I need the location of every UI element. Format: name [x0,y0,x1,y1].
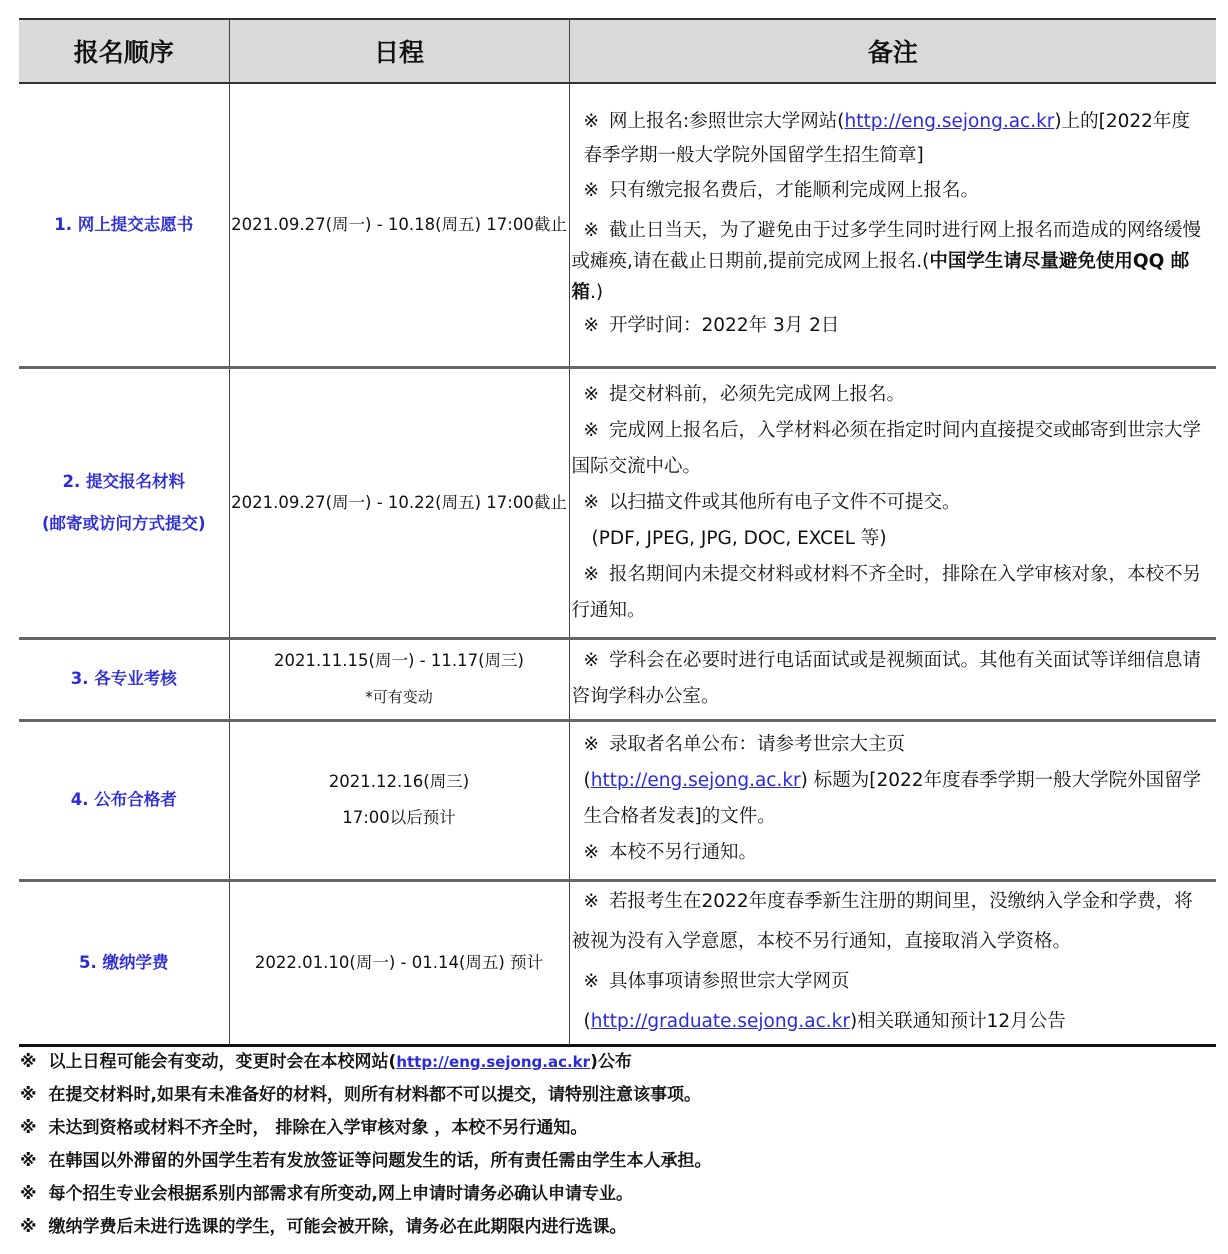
date-note: 17:00以后预计 [342,808,456,827]
note-text: 本校不另行通知。 [609,842,758,863]
note-item [572,105,1209,173]
notes-cell [569,720,1216,880]
table-row [19,880,1216,1045]
notes-cell [569,83,1216,367]
note-item [572,377,1209,413]
notes-cell [569,367,1216,638]
note-text: 提交材料前，必须先完成网上报名。 [609,383,906,405]
table-row [19,638,1216,720]
step-label: 5. 缴纳学费 [79,952,169,972]
note-text: 开学时间：2022年 3月 2日 [609,315,840,337]
step-label: 4. 公布合格者 [70,790,177,809]
note-text: 录取者名单公布：请参考世宗大主页 [609,734,906,755]
file-types-text: (PDF, JPEG, JPG, DOC, EXCEL 等) [591,527,887,549]
footer-note [20,1046,1210,1079]
sejong-website-link[interactable]: http://eng.sejong.ac.kr [590,770,801,791]
note-text: )相关联通知预计12月公告 [849,1010,1066,1032]
footer-note [20,1112,1210,1145]
footer-text: 在韩国以外滞留的外国学生若有发放签证等问题发生的话，所有责任需由学生本人承担。 [48,1151,712,1171]
step-cell [19,83,229,367]
reference-mark-icon: ※ [20,1184,37,1204]
note-text: 报名期间内未提交材料或材料不齐全时，排除在入学审核对象，本校不另行通知。 [571,563,1202,621]
reference-mark-icon: ※ [583,419,600,441]
date-note: *可有变动 [365,688,433,706]
note-item [572,173,1209,209]
note-text: ) 标题为[2022年度春季学期一般大学院外国留学生合格者发表]的文件。 [583,770,1202,827]
date-range: 2021.09.27(周一) - 10.22(周五) 17:00截止 [231,492,567,512]
date-cell [229,720,569,880]
note-text: 完成网上报名后，入学材料必须在指定时间内直接提交或邮寄到世宗大学国际交流中心。 [571,419,1202,477]
date-cell [229,638,569,720]
note-item [572,763,1209,835]
step-cell [19,720,229,880]
footer-note [20,1145,1210,1178]
note-text: 若报考生在2022年度春季新生注册的期间里，没缴纳入学金和学费，将被视为没有入学意愿，本校不另行通知，直接取消入学资格。 [571,890,1193,952]
reference-mark-icon: ※ [583,111,600,133]
table-row [19,367,1216,638]
note-item [572,557,1209,629]
date-cell [229,83,569,367]
note-item [572,882,1209,962]
step-cell [19,638,229,720]
footer-note [20,1079,1210,1112]
header-schedule: 日程 [229,19,569,83]
footer-text: 每个招生专业会根据系别内部需求有所变动,网上申请时请务必确认申请专业。 [48,1184,633,1204]
notes-cell [569,638,1216,720]
note-item [572,485,1209,521]
note-item [572,727,1209,763]
graduate-website-link[interactable]: http://graduate.sejong.ac.kr [590,1010,850,1032]
note-text: 截止日当天，为了避免由于过多学生同时进行网上报名而造成的网络缓慢或瘫痪,请在截止日期前,提前完成网上报名.( [571,220,1202,273]
note-text: .) [590,282,604,304]
step-label: 1. 网上提交志愿书 [54,214,194,234]
date-cell [229,367,569,638]
reference-mark-icon: ※ [583,491,600,513]
reference-mark-icon: ※ [583,180,600,202]
reference-mark-icon: ※ [20,1052,37,1072]
note-text: ( [583,770,591,791]
sejong-website-link[interactable]: http://eng.sejong.ac.kr [844,111,1055,133]
table-header-row [19,19,1216,83]
reference-mark-icon: ※ [583,970,600,992]
date-value: 2021.12.16(周三) [328,772,470,791]
footer-text: 以上日程可能会有变动，变更时会在本校网站( [48,1052,397,1072]
reference-mark-icon: ※ [20,1151,37,1171]
note-text: 学科会在必要时进行电话面试或是视频面试。其他有关面试等详细信息请咨询学科办公室。 [571,650,1202,707]
reference-mark-icon: ※ [583,734,600,755]
footer-note [20,1178,1210,1211]
header-step-order: 报名顺序 [19,19,229,83]
footer-notes [20,1046,1210,1244]
note-item [572,521,1209,557]
footer-text: 在提交材料时,如果有未准备好的材料，则所有材料都不可以提交，请特别注意该事项。 [48,1085,701,1105]
date-range: 2021.11.15(周一) - 11.17(周三) [274,651,524,670]
step-label: 3. 各专业考核 [70,669,177,688]
header-remarks: 备注 [569,19,1216,83]
reference-mark-icon: ※ [20,1217,37,1237]
note-text: 以扫描文件或其他所有电子文件不可提交。 [609,491,961,513]
reference-mark-icon: ※ [20,1118,37,1138]
note-text: )上的[2022年度春季学期一般大学院外国留学生招生简章] [583,111,1190,167]
footer-text: )公布 [590,1052,632,1072]
step-cell [19,367,229,638]
note-item [572,835,1209,871]
note-item [572,962,1209,1002]
note-item [572,643,1209,715]
step-label: 2. 提交报名材料 [62,471,185,491]
date-cell [229,880,569,1045]
note-bold-warning: 中国学生请尽量避免使用QQ 邮箱 [571,251,1190,304]
note-item [572,215,1209,308]
note-text: ( [583,1010,591,1032]
note-text: 具体事项请参照世宗大学网页 [609,970,850,992]
note-item [572,413,1209,485]
table-row [19,83,1216,367]
step-cell [19,880,229,1045]
reference-mark-icon: ※ [583,220,600,242]
reference-mark-icon: ※ [583,383,600,405]
note-text: 只有缴完报名费后，才能顺利完成网上报名。 [609,180,980,202]
note-text: 网上报名:参照世宗大学网站( [609,111,845,133]
reference-mark-icon: ※ [583,842,600,863]
reference-mark-icon: ※ [583,890,600,912]
reference-mark-icon: ※ [20,1085,37,1105]
reference-mark-icon: ※ [583,650,600,671]
note-item [572,1002,1209,1042]
footer-note [20,1211,1210,1244]
schedule-table [19,18,1216,1047]
date-range: 2021.09.27(周一) - 10.18(周五) 17:00截止 [231,214,567,234]
note-item [572,308,1209,344]
step-sublabel: (邮寄或访问方式提交) [41,513,206,533]
reference-mark-icon: ※ [583,315,600,337]
reference-mark-icon: ※ [583,563,600,585]
footer-text: 未达到资格或材料不齐全时， 排除在入学审核对象 ，本校不另行通知。 [48,1118,588,1138]
table-row [19,720,1216,880]
date-range: 2022.01.10(周一) - 01.14(周五) 预计 [254,952,544,972]
footer-text: 缴纳学费后未进行选课的学生，可能会被开除，请务必在此期限内进行选课。 [48,1217,627,1237]
sejong-website-link[interactable]: http://eng.sejong.ac.kr [396,1053,591,1071]
notes-cell [569,880,1216,1045]
